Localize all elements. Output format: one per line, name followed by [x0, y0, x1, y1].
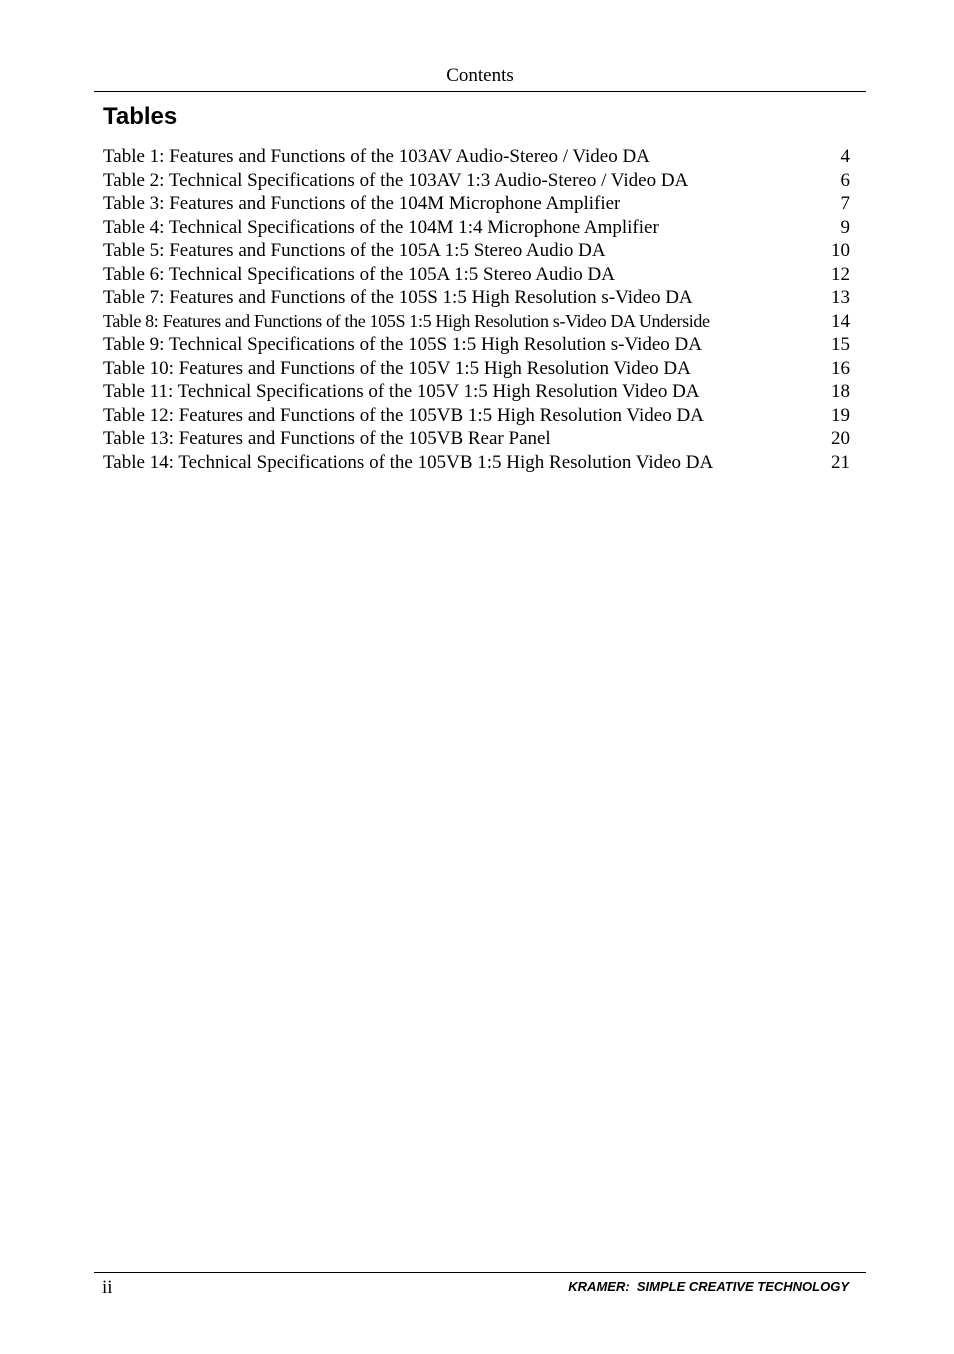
section-title: Tables: [103, 103, 178, 130]
table-of-tables: [103, 145, 850, 474]
toc-entry-title: Table 7: Features and Functions of the 105S 1:5 High Resolution s-Video DA: [103, 287, 693, 308]
page-footer: [94, 1272, 866, 1303]
toc-entry-title: Table 4: Technical Specifications of the 104M 1:4 Microphone Amplifier: [103, 216, 659, 238]
toc-entry-title: Table 9: Technical Specifications of the 105S 1:5 High Resolution s-Video DA: [103, 334, 702, 355]
toc-entry-page: 16: [831, 357, 850, 379]
toc-entry-page: 21: [831, 451, 850, 473]
toc-entry-page: 7: [840, 193, 850, 214]
toc-entry-title: Table 3: Features and Functions of the 104M Microphone Amplifier: [103, 193, 621, 214]
toc-entry-page: 20: [831, 428, 850, 449]
toc-entry-title: Table 12: Features and Functions of the 105VB 1:5 High Resolution Video DA: [103, 404, 704, 426]
toc-entry[interactable]: [103, 404, 850, 428]
toc-entry[interactable]: [103, 216, 850, 240]
toc-entry-page: 14: [831, 310, 850, 332]
toc-entry[interactable]: [103, 333, 850, 357]
toc-entry[interactable]: [103, 169, 850, 193]
toc-entry-page: 6: [840, 169, 850, 191]
toc-entry[interactable]: [103, 310, 850, 334]
toc-entry[interactable]: [103, 263, 850, 287]
toc-entry-title: Table 1: Features and Functions of the 103AV Audio-Stereo / Video DA: [103, 146, 650, 167]
toc-entry-page: 19: [831, 404, 850, 426]
toc-entry[interactable]: [103, 427, 850, 451]
toc-entry-page: 13: [831, 287, 850, 308]
toc-entry-page: 15: [831, 334, 850, 355]
toc-entry-title: Table 5: Features and Functions of the 105A 1:5 Stereo Audio DA: [103, 240, 606, 261]
toc-entry-title: Table 10: Features and Functions of the 105V 1:5 High Resolution Video DA: [103, 357, 691, 379]
toc-entry-page: 4: [840, 146, 850, 167]
toc-entry[interactable]: [103, 286, 850, 310]
toc-entry-page: 18: [831, 381, 850, 402]
toc-entry-title: Table 6: Technical Specifications of the 105A 1:5 Stereo Audio DA: [103, 263, 615, 285]
toc-entry[interactable]: [103, 239, 850, 263]
toc-entry[interactable]: [103, 192, 850, 216]
toc-entry-title: Table 11: Technical Specifications of the 105V 1:5 High Resolution Video DA: [103, 381, 700, 402]
toc-entry-title: Table 13: Features and Functions of the 105VB Rear Panel: [103, 428, 551, 449]
running-header: [94, 64, 866, 92]
toc-entry-page: 12: [831, 263, 850, 285]
toc-entry-title: Table 14: Technical Specifications of the 105VB 1:5 High Resolution Video DA: [103, 451, 714, 473]
toc-entry[interactable]: [103, 145, 850, 169]
toc-entry[interactable]: [103, 357, 850, 381]
running-header-title: Contents: [446, 65, 514, 86]
footer-brand: KRAMER: SIMPLE CREATIVE TECHNOLOGY: [568, 1279, 849, 1294]
toc-entry[interactable]: [103, 451, 850, 475]
toc-entry-page: 10: [831, 240, 850, 261]
toc-entry-title: Table 8: Features and Functions of the 105S 1:5 High Resolution s-Video DA Underside: [103, 310, 710, 331]
toc-entry[interactable]: [103, 380, 850, 404]
footer-page-number: ii: [102, 1277, 113, 1298]
toc-entry-title: Table 2: Technical Specifications of the 103AV 1:3 Audio-Stereo / Video DA: [103, 169, 689, 191]
toc-entry-page: 9: [840, 216, 850, 238]
